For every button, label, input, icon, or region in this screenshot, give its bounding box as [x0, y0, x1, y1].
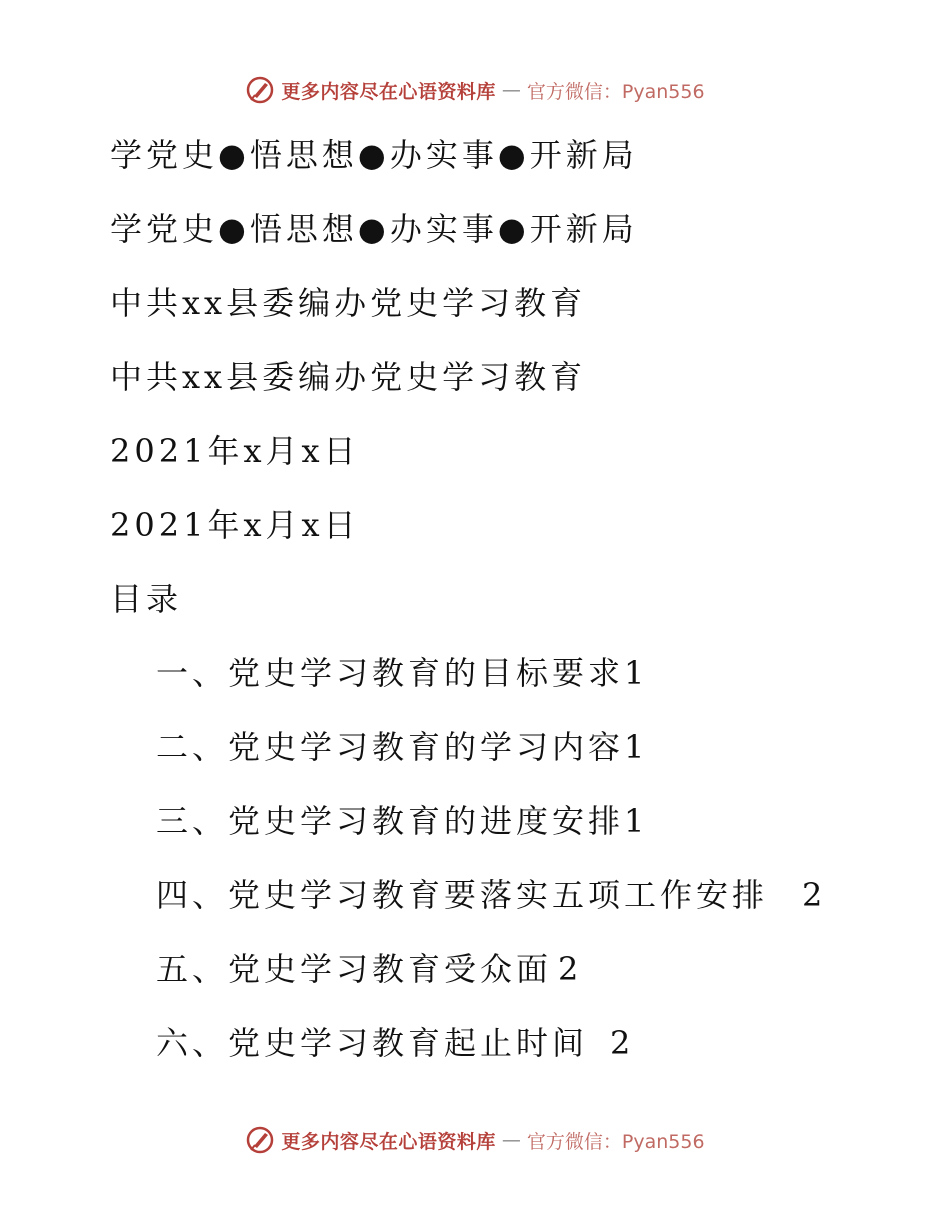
watermark-text: 更多内容尽在心语资料库 — [281, 80, 496, 103]
toc-item-page: 2 — [558, 950, 583, 988]
slogan-line: 学党史●悟思想●办实事●开新局 — [110, 136, 638, 174]
toc-item[interactable] — [110, 636, 910, 710]
toc-title: 目录 — [110, 580, 183, 618]
toc-item-page: 1 — [624, 802, 649, 840]
organization-line: 中共xx县委编办党史学习教育 — [110, 358, 587, 396]
date-line: 2021年x月x日 — [110, 432, 360, 470]
toc-item-text: 一、党史学习教育的目标要求 — [156, 654, 625, 692]
header-watermark — [0, 70, 950, 110]
toc-item-page: 2 — [802, 876, 827, 914]
watermark-wechat: 官方微信：Pyan556 — [526, 1130, 705, 1153]
document-body — [110, 118, 910, 1080]
quill-pen-circle-icon — [245, 1125, 275, 1155]
watermark-wechat: 官方微信：Pyan556 — [526, 80, 705, 103]
toc-item-page: 1 — [624, 728, 649, 766]
toc-item-text: 六、党史学习教育起止时间 — [156, 1024, 589, 1062]
toc-item[interactable] — [110, 858, 910, 932]
toc-item-text: 四、党史学习教育要落实五项工作安排 — [156, 876, 769, 914]
toc-item-text: 五、党史学习教育受众面 — [156, 950, 553, 988]
toc-item-text: 二、党史学习教育的学习内容 — [156, 728, 625, 766]
toc-item-page: 1 — [624, 654, 649, 692]
toc-item-text: 三、党史学习教育的进度安排 — [156, 802, 625, 840]
organization-line: 中共xx县委编办党史学习教育 — [110, 284, 587, 322]
slogan-line: 学党史●悟思想●办实事●开新局 — [110, 210, 638, 248]
watermark-separator: — — [501, 1129, 521, 1151]
toc-item[interactable] — [110, 932, 910, 1006]
footer-watermark — [0, 1120, 950, 1160]
toc-item-page: 2 — [610, 1024, 635, 1062]
quill-pen-circle-icon — [245, 75, 275, 105]
toc-item[interactable] — [110, 710, 910, 784]
toc-item[interactable] — [110, 784, 910, 858]
toc-item[interactable] — [110, 1006, 910, 1080]
date-line: 2021年x月x日 — [110, 506, 360, 544]
watermark-separator: — — [501, 79, 521, 101]
watermark-text: 更多内容尽在心语资料库 — [281, 1130, 496, 1153]
